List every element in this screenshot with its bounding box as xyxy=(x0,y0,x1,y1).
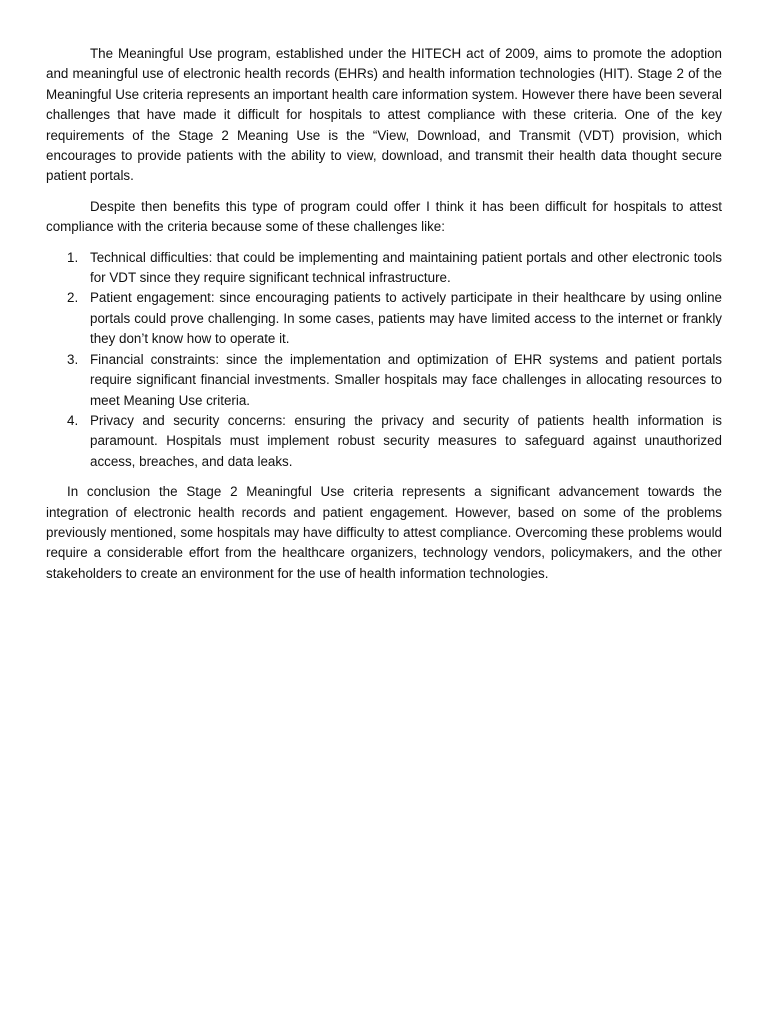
intro-paragraph: The Meaningful Use program, established under the HITECH act of 2009, aims to promote the adoption and meaningful use of electronic health records (EHRs) and health information technologies (HIT). Stage 2 of the Meaningful Use criteria represents an important health care information system. However there have been several challenges that have made it difficult for hospitals to attest compliance with these criteria. One of the key requirements of the Stage 2 Meaning Use is the “View, Download, and Transmit (VDT) provision, which encourages to provide patients with the ability to view, download, and transmit their health data thought secure patient portals. xyxy=(46,46,722,184)
list-item-text: Patient engagement: since encouraging patients to actively participate in their healthcare by using online portals could prove challenging. In some cases, patients may have limited access to the internet or frankly they don’t know how to operate it. xyxy=(90,290,722,347)
list-item-number: 4. xyxy=(67,412,79,428)
list-item xyxy=(46,288,722,349)
conclusion-paragraph: In conclusion the Stage 2 Meaningful Use criteria represents a significant advancement towards the integration of electronic health records and patient engagement. However, based on some of the problems previously mentioned, some hospitals may have difficulty to attest compliance. Overcoming these problems would require a considerable effort from the healthcare organizers, technology vendors, policymakers, and the other stakeholders to create an environment for the use of health information technologies. xyxy=(46,484,722,581)
transition-paragraph: Despite then benefits this type of program could offer I think it has been difficult for hospitals to attest compliance with the criteria because some of these challenges like: xyxy=(46,198,722,235)
list-item-text: Privacy and security concerns: ensuring the privacy and security of patients health information is paramount. Hospitals must implement robust security measures to safeguard against unauthorized access, breaches, and data leaks. xyxy=(90,412,722,469)
list-item-text: Technical difficulties: that could be implementing and maintaining patient portals and other electronic tools for VDT since they require significant technical infrastructure. xyxy=(90,249,722,286)
list-item-number: 3. xyxy=(67,351,79,367)
challenges-list xyxy=(46,248,722,472)
list-item-text: Financial constraints: since the implementation and optimization of EHR systems and patient portals require significant financial investments. Smaller hospitals may face challenges in allocating resources to meet Meaning Use criteria. xyxy=(90,351,722,408)
list-item xyxy=(46,350,722,411)
document-page xyxy=(46,44,722,584)
list-item-number: 1. xyxy=(67,249,79,265)
list-item xyxy=(46,248,722,289)
list-item xyxy=(46,411,722,472)
list-item-number: 2. xyxy=(67,290,79,306)
